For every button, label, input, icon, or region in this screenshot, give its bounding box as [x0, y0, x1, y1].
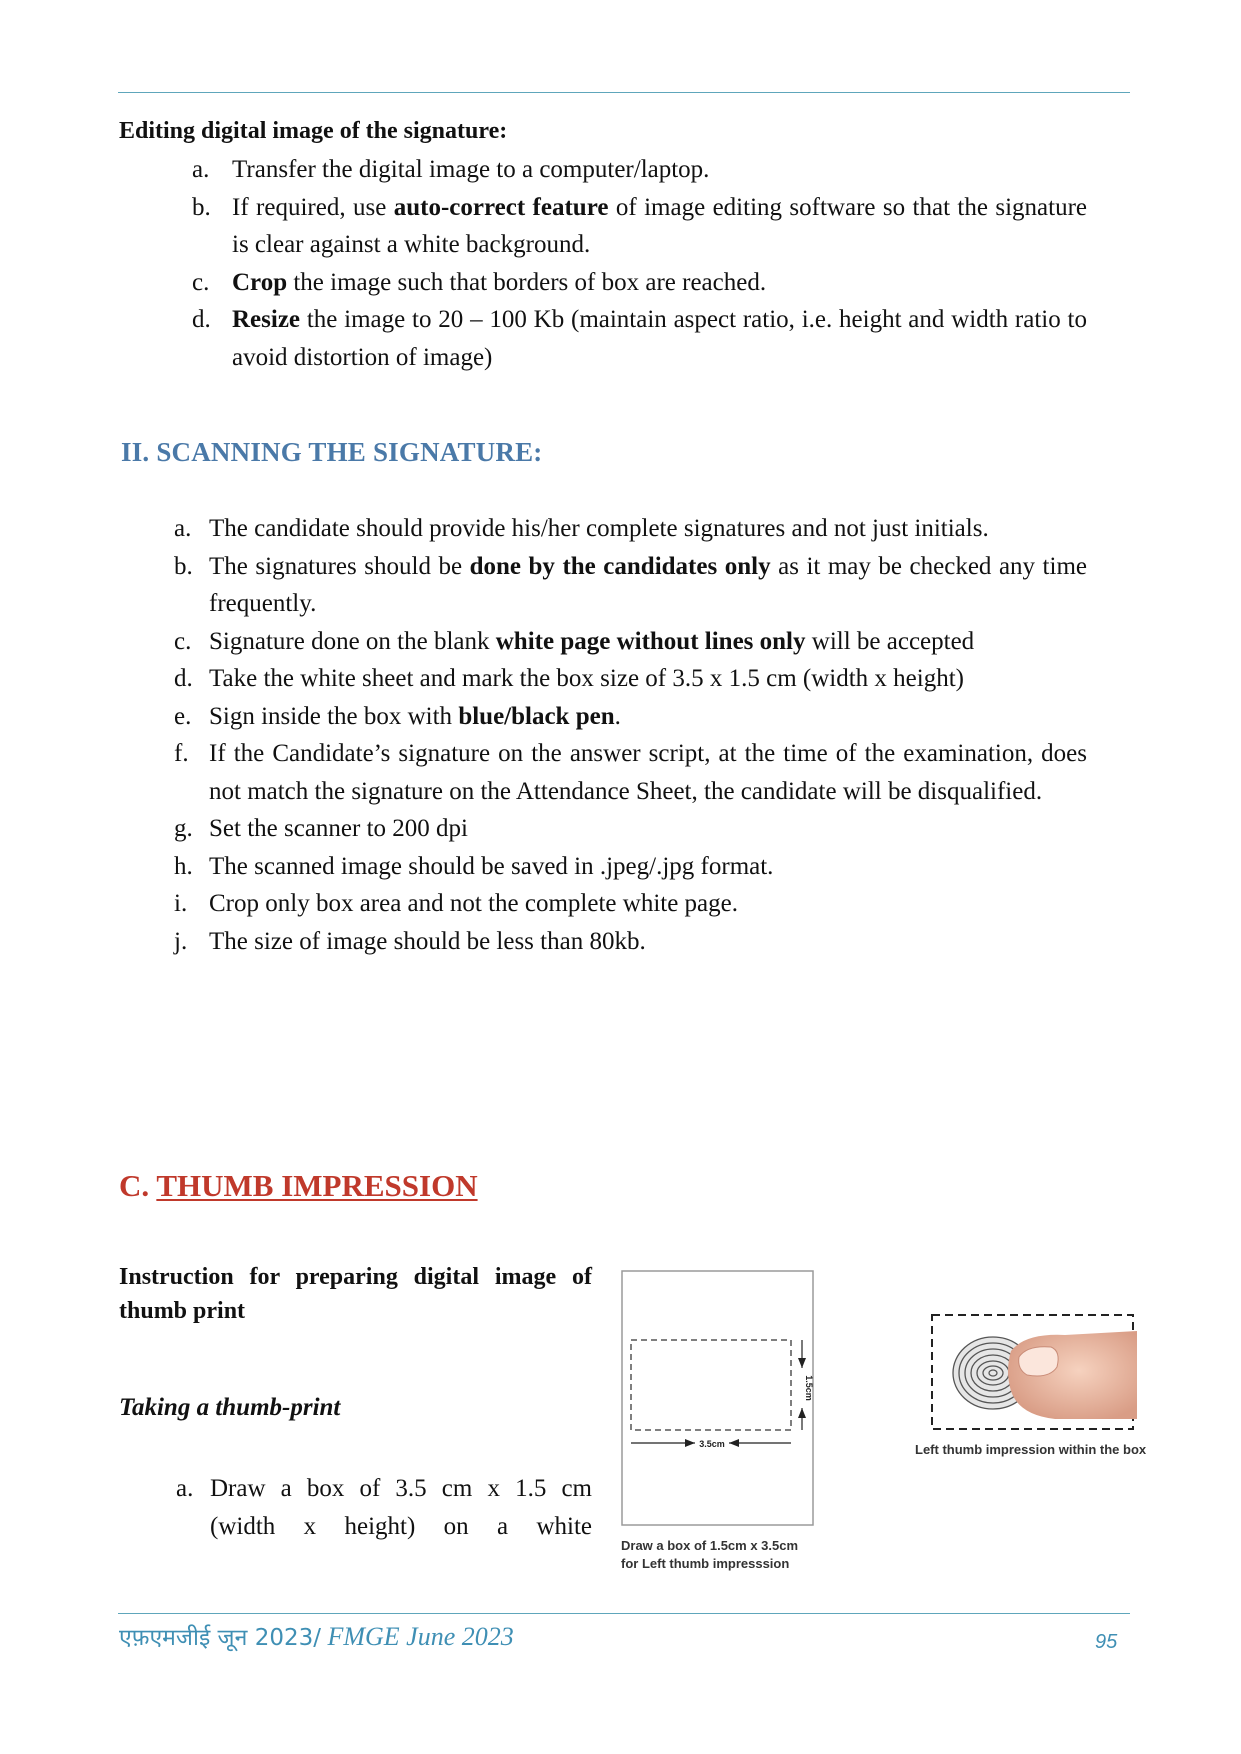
thumb-item-a-text: Draw a box of 3.5 cm x 1.5 cm (width x height) on a white [210, 1475, 592, 1540]
thumb-print-figure [915, 1311, 1153, 1457]
footer-hindi: एफ़एमजीई जून 2023/ [119, 1625, 321, 1651]
list-item [174, 848, 1087, 886]
list-marker: c. [174, 627, 192, 655]
item-text: The signatures should be [209, 552, 470, 580]
list-marker: a. [174, 515, 192, 542]
editing-heading: Editing digital image of the signature: [119, 118, 508, 144]
list-marker: b. [192, 193, 211, 221]
list-marker: b. [174, 552, 193, 580]
list-item [174, 885, 1087, 923]
emphasis-text: done by the candidates only [469, 552, 771, 580]
list-marker: c. [192, 268, 210, 296]
item-text: Sign inside the box with [209, 702, 459, 730]
list-marker: j. [174, 927, 188, 955]
thumb-item-a-marker: a. [176, 1475, 194, 1502]
list-marker: e. [174, 702, 192, 730]
item-text: The size of image should be less than 80kb. [209, 927, 646, 955]
emphasis-text: blue/black pen [458, 702, 615, 730]
item-text: . [614, 702, 621, 730]
thumb-section-prefix: C. [119, 1168, 150, 1203]
list-item [192, 264, 1087, 302]
item-text: If the Candidate’s signature on the answer script, at the time of the examination, does not match the signature on the Attendance Sheet, the candidate will be disqualified. [209, 740, 1087, 805]
scanning-section-title: II. SCANNING THE SIGNATURE: [121, 437, 543, 467]
list-item [192, 189, 1087, 264]
dim-width-label: 3.5cm [699, 1439, 725, 1449]
thumb-section-title [119, 1168, 478, 1204]
list-item [174, 735, 1087, 810]
list-marker: d. [174, 665, 193, 692]
list-marker: f. [174, 740, 189, 767]
list-item [192, 301, 1087, 376]
list-item [174, 623, 1087, 661]
emphasis-text: auto-correct feature [393, 193, 609, 221]
list-marker: g. [174, 815, 193, 842]
item-text: If required, use [232, 193, 394, 221]
thumb-section-label: THUMB IMPRESSION [156, 1168, 478, 1203]
footer-english: FMGE June 2023 [320, 1622, 514, 1651]
item-text: Set the scanner to 200 dpi [209, 815, 468, 842]
thumb-item-a [176, 1470, 592, 1546]
emphasis-text: Crop [232, 268, 288, 296]
list-item [174, 810, 1087, 848]
list-item [174, 510, 1087, 548]
item-text: Crop only box area and not the complete white page. [209, 890, 739, 917]
figure1-caption-line2: for Left thumb impresssion [621, 1556, 790, 1571]
item-text: The candidate should provide his/her complete signatures and not just initials. [209, 515, 989, 542]
list-marker: h. [174, 852, 193, 880]
item-text: Signature done on the blank [209, 627, 496, 655]
list-item [174, 698, 1087, 736]
footer-rule [118, 1613, 1130, 1614]
figure1-caption-line1: Draw a box of 1.5cm x 3.5cm [621, 1538, 799, 1553]
item-text: the image to 20 – 100 Kb (maintain aspect ratio, i.e. height and width ratio to avoid distortion of image) [232, 306, 1087, 371]
list-marker: d. [192, 306, 211, 333]
footer-title [119, 1620, 514, 1652]
item-text: the image such that borders of box are reached. [287, 268, 767, 296]
emphasis-text: Resize [232, 306, 301, 333]
item-text: of image editing software so that the signature is clear against a white background. [232, 193, 1088, 258]
scanning-list [174, 510, 1087, 960]
emphasis-text: white page without lines only [495, 627, 806, 655]
item-text: as it may be checked any time frequently. [209, 552, 1087, 617]
figure2-caption: Left thumb impression within the box [915, 1442, 1147, 1457]
list-marker: i. [174, 890, 188, 917]
header-rule [118, 92, 1130, 93]
editing-list [192, 151, 1087, 376]
item-text: The scanned image should be saved in .jpeg/.jpg format. [209, 852, 774, 880]
list-item [192, 151, 1087, 189]
list-marker: a. [192, 156, 210, 183]
thumb-box-figure [621, 1270, 816, 1573]
dim-height-label: 1.5cm [804, 1375, 814, 1401]
page-number: 95 [1095, 1631, 1118, 1653]
thumb-subheading: Taking a thumb-print [119, 1394, 341, 1421]
page-sketch-illustration [621, 1270, 816, 1530]
list-item [174, 548, 1087, 623]
item-text: will be accepted [805, 627, 975, 655]
list-item [174, 660, 1087, 698]
thumb-instruction-heading: Instruction for preparing digital image of thumb print [119, 1264, 592, 1324]
item-text: Take the white sheet and mark the box size of 3.5 x 1.5 cm (width x height) [209, 665, 964, 692]
item-text: Transfer the digital image to a computer/laptop. [232, 156, 710, 183]
thumbprint-illustration [915, 1311, 1153, 1437]
list-item [174, 923, 1087, 961]
